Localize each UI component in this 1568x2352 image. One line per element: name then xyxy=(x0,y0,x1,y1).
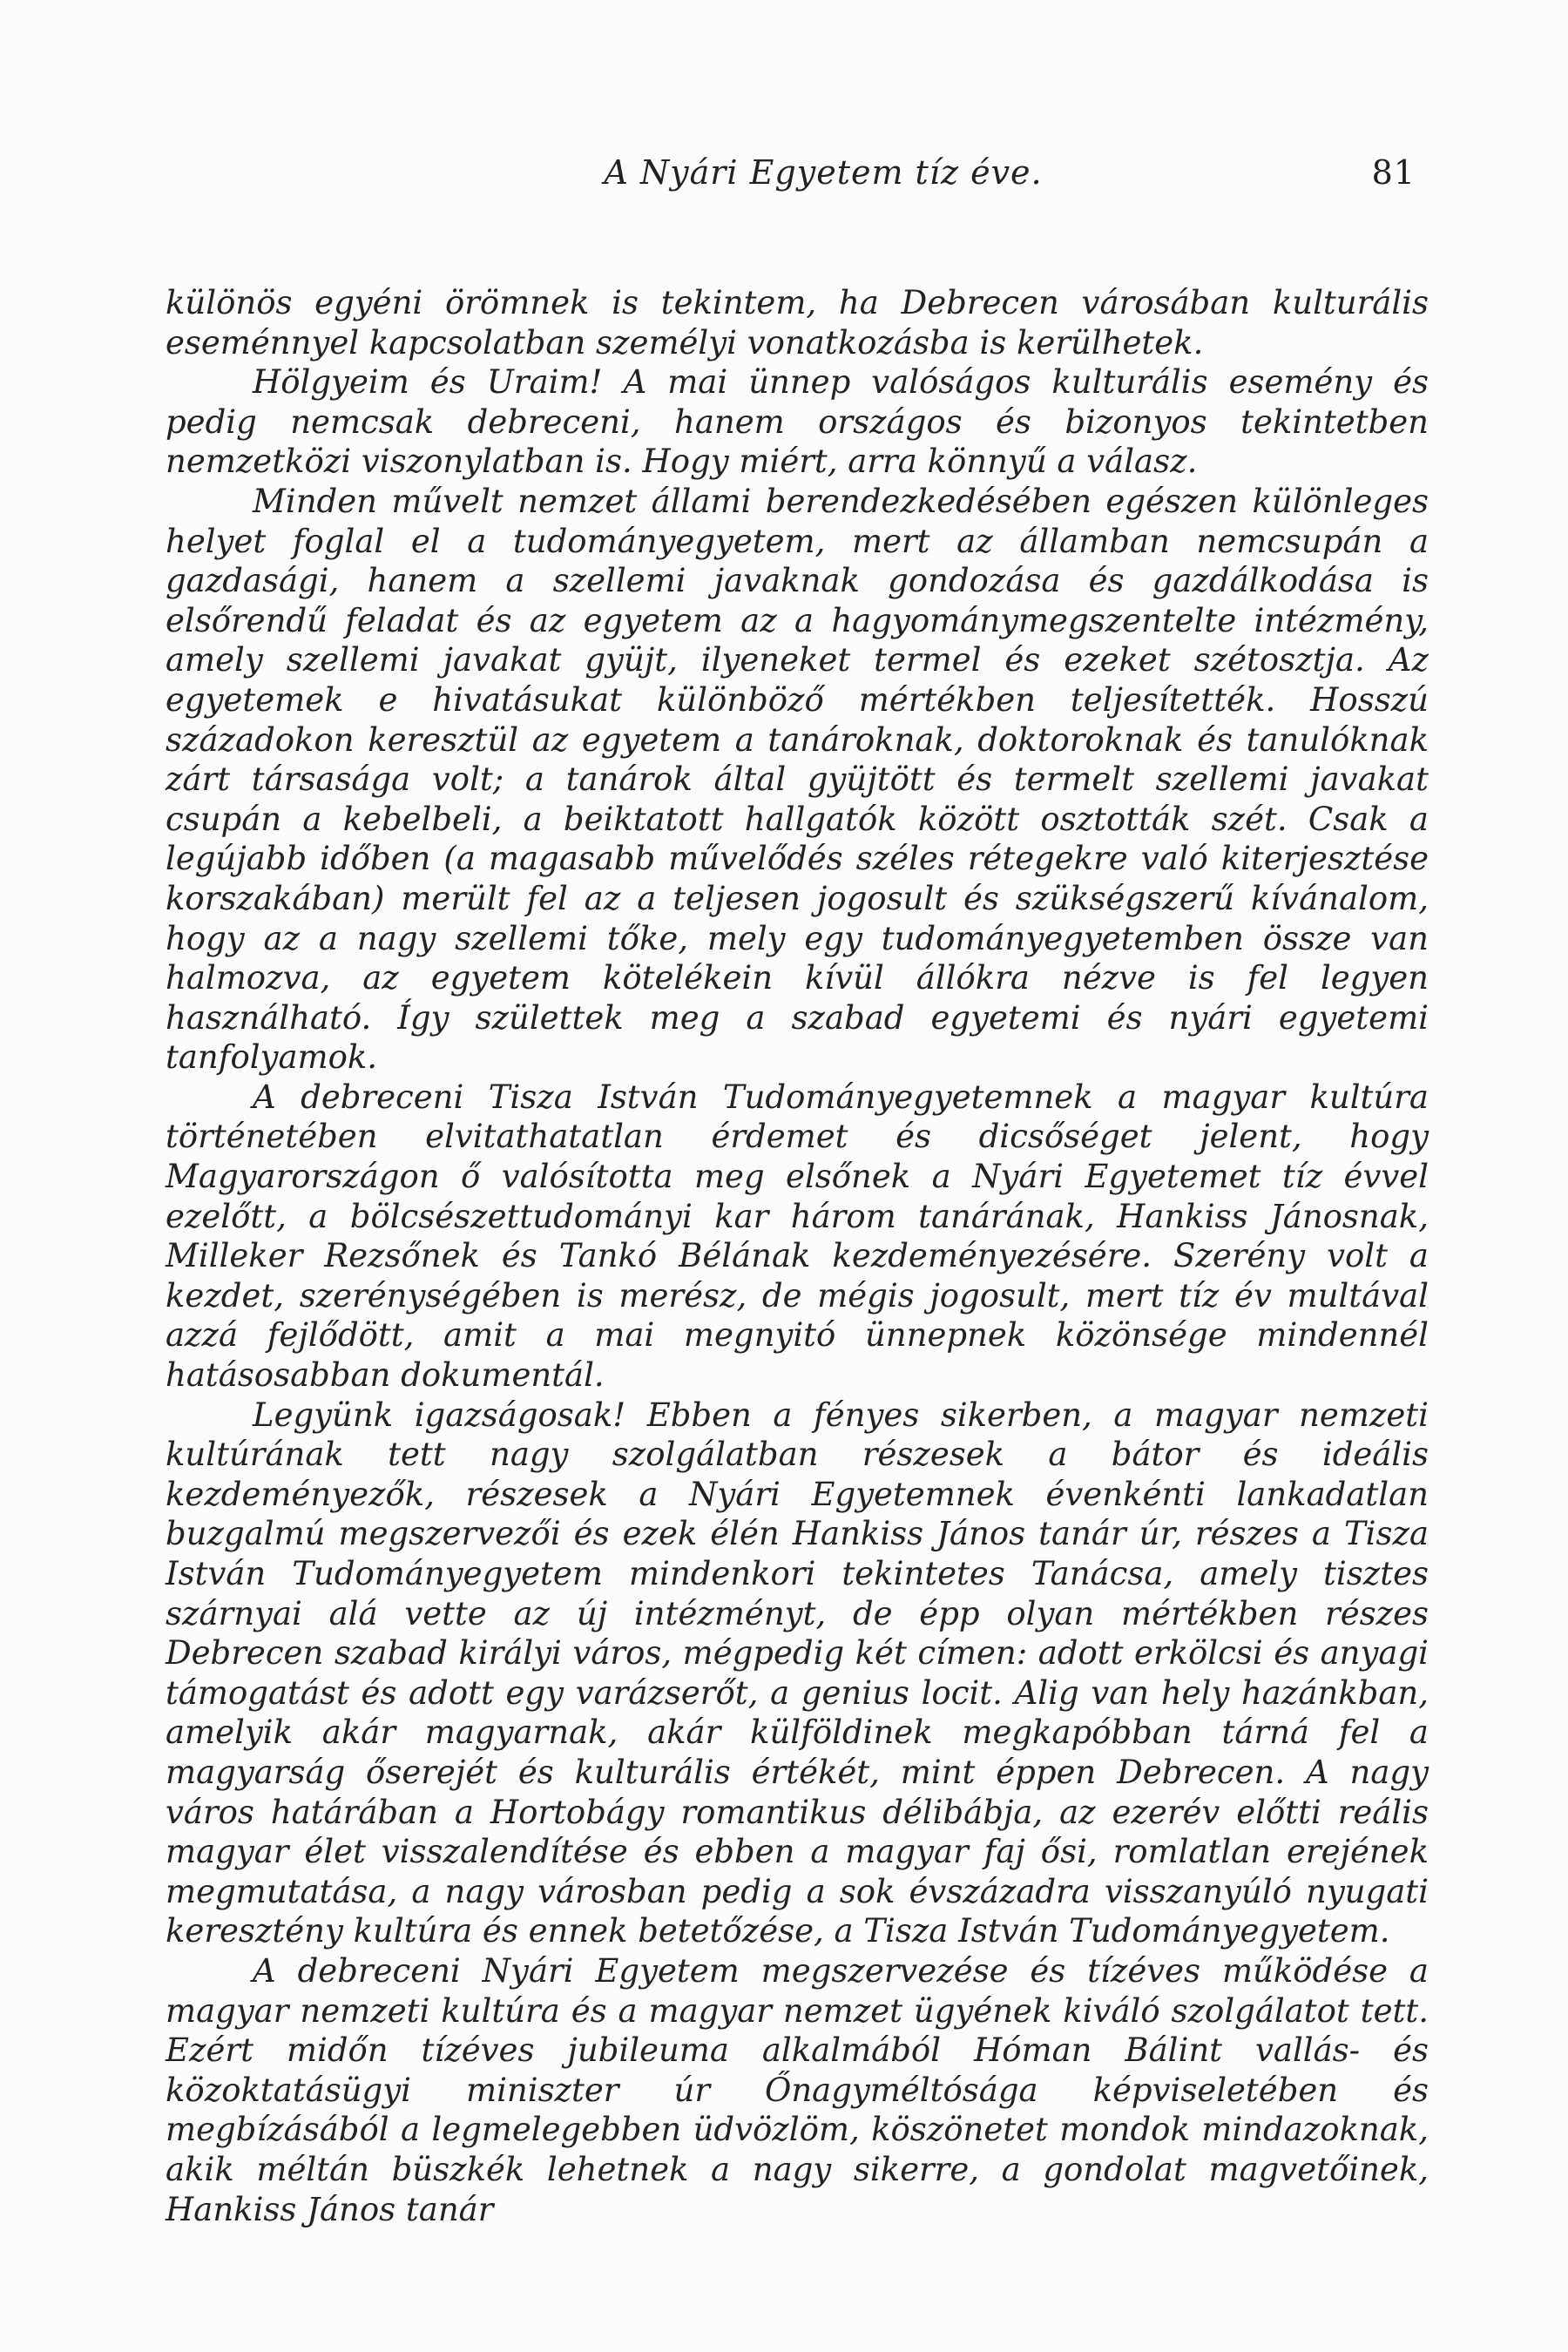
paragraph: A debreceni Nyári Egyetem megszervezése és tízéves működése a magyar nemzeti kultúra és a magyar nemzet ügyének kiváló szolgálatot tett. Ezért midőn tízéves jubileuma alkalmából Hóman Bálint vallás- és közoktatásügyi miniszter úr Őnagyméltósága képviseletében és megbízásából a legmelegebben üdvözlöm, köszönetet mondok mindazoknak, akik méltán büszkék lehetnek a nagy sikerre, a gondolat magvetőinek, Hankiss János tanár xyxy=(166,1951,1429,2228)
paragraph: Hölgyeim és Uraim! A mai ünnep valóságos kulturális esemény és pedig nemcsak debreceni, hanem országos és bizonyos tekintetben nemzetközi viszonylatban is. Hogy miért, arra könnyű a válasz. xyxy=(166,363,1429,481)
page-number: 81 xyxy=(1371,153,1416,192)
paragraph: A debreceni Tisza István Tudományegyetemnek a magyar kultúra történetében elvitathatatlan érdemet és dicsőséget jelent, hogy Magyarországon ő valósította meg elsőnek a Nyári Egyetemet tíz évvel ezelőtt, a bölcsészettudományi kar három tanárának, Hankiss Jánosnak, Milleker Rezsőnek és Tankó Bélának kezdeményezésére. Szerény volt a kezdet, szerénységében is merész, de mégis jogosult, mert tíz év multával azzá fejlődött, amit a mai megnyitó ünnepnek közönsége mindennél hatásosabban dokumentál. xyxy=(166,1078,1429,1395)
body-text xyxy=(166,283,1429,2229)
running-title: A Nyári Egyetem tíz éve. xyxy=(604,153,1043,192)
paragraph: Legyünk igazságosak! Ebben a fényes sikerben, a magyar nemzeti kultúrának tett nagy szolgálatban részesek a bátor és ideális kezdeményezők, részesek a Nyári Egyetemnek évenkénti lankadatlan buzgalmú megszervezői és ezek élén Hankiss János tanár úr, részes a Tisza István Tudományegyetem mindenkori tekintetes Tanácsa, amely tisztes szárnyai alá vette az új intézményt, de épp olyan mértékben részes Debrecen szabad királyi város, mégpedig két címen: adott erkölcsi és anyagi támogatást és adott egy varázserőt, a genius locit. Alig van hely hazánkban, amelyik akár magyarnak, akár külföldinek megkapóbban tárná fel a magyarság őserejét és kulturális értékét, mint éppen Debrecen. A nagy város határában a Hortobágy romantikus délibábja, az ezerév előtti reális magyar élet visszalendítése és ebben a magyar faj ősi, romlatlan erejének megmutatása, a nagy városban pedig a sok évszázadra visszanyúló nyugati keresztény kultúra és ennek betetőzése, a Tisza István Tudományegyetem. xyxy=(166,1396,1429,1950)
page-header xyxy=(161,153,1424,206)
paragraph: Minden művelt nemzet állami berendezkedésében egészen különleges helyet foglal el a tudományegyetem, mert az államban nemcsupán a gazdasági, hanem a szellemi javaknak gondozása és gazdálkodása is elsőrendű feladat és az egyetem az a hagyománymegszentelte intézmény, amely szellemi javakat gyüjt, ilyeneket termel és ezeket szétosztja. Az egyetemek e hivatásukat különböző mértékben teljesítették. Hosszú századokon keresztül az egyetem a tanároknak, doktoroknak és tanulóknak zárt társasága volt; a tanárok által gyüjtött és termelt szellemi javakat csupán a kebelbeli, a beiktatott hallgatók között osztották szét. Csak a legújabb időben (a magasabb művelődés széles rétegekre való kiterjesztése korszakában) merült fel az a teljesen jogosult és szükségszerű kívánalom, hogy az a nagy szellemi tőke, mely egy tudományegyetemben össze van halmozva, az egyetem kötelékein kívül állókra nézve is fel legyen használható. Így születtek meg a szabad egyetemi és nyári egyetemi tanfolyamok. xyxy=(166,482,1429,1077)
paragraph: különös egyéni örömnek is tekintem, ha Debrecen városában kulturális eseménnyel kapcsolatban személyi vonatkozásba is kerülhetek. xyxy=(166,284,1429,362)
